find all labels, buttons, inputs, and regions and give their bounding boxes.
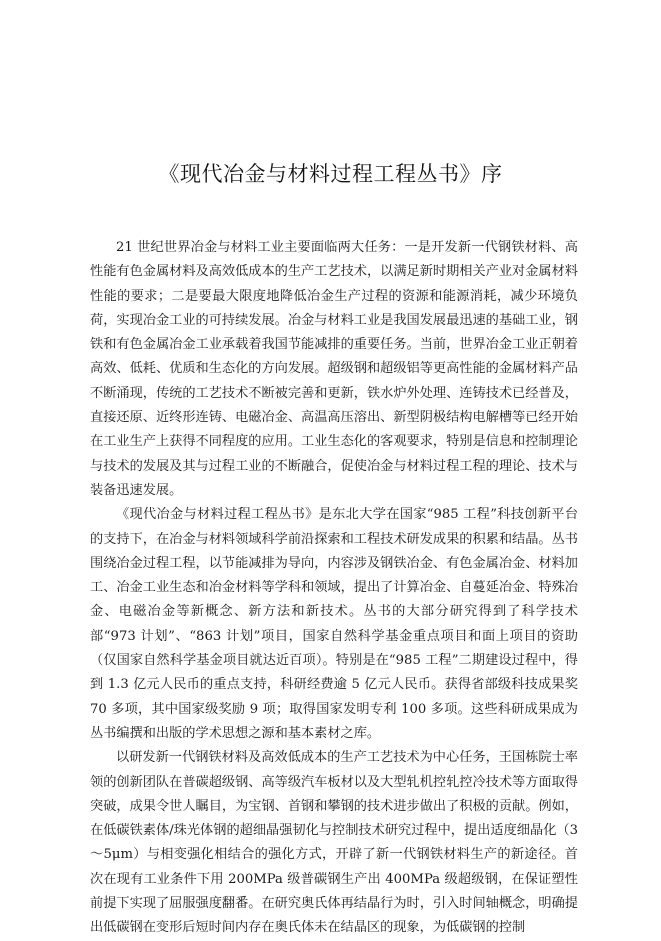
paragraph-3: 以研发新一代钢铁材料及高效低成本的生产工艺技术为中心任务，王国栋院士率领的创新团队在普碳超级钢、高等级汽车板材以及大型轧机控轧控冷技术等方面取得突破，成果令世人瞩目，为宝钢、首钢和攀钢的技术进步做出了积极的贡献。例如，在低碳铁素体/珠光体钢的超细晶强韧化与控制技术研究过程中，提出适度细晶化（3～5μm）与相变强化相结合的强化方式，开辟了新一代钢铁材料生产的新途径。首次在现有工业条件下用 200MPa 级普碳钢生产出 400MPa 级超级钢，在保证塑性前提下实现了屈服强度翻番。在研究奥氏体再结晶行为时，引入时间轴概念，明确提出低碳钢在变形后短时间内存在奥氏体未在结晶区的现象，为低碳钢的控制 (90, 750, 578, 936)
page-title: 《现代冶金与材料过程工程丛书》序 (158, 162, 503, 186)
paragraph-1: 21 世纪世界冶金与材料工业主要面临两大任务：一是开发新一代钢铁材料、高性能有色金属材料及高效低成本的生产工艺技术，以满足新时期相关产业对金属材料性能的要求；二是要最大限度地降低冶金生产过程的资源和能源消耗，减少环境负荷，实现冶金工业的可持续发展。冶金与材料工业是我国发展最迅速的基础工业，钢铁和有色金属冶金工业承载着我国节能减排的重要任务。当前，世界冶金工业正朝着高效、低耗、优质和生态化的方向发展。超级钢和超级铝等更高性能的金属材料产品不断涌现，传统的工艺技术不断被完善和更新，铁水炉外处理、连铸技术已经普及，直接还原、近终形连铸、电磁冶金、高温高压溶出、新型阴极结构电解槽等已经开始在工业生产上获得不同程度的应用。工业生态化的客观要求，特别是信息和控制理论与技术的发展及其与过程工业的不断融合，促使冶金与材料过程工程的理论、技术与装备迅速发展。 (90, 240, 578, 498)
paragraph-2: 《现代冶金与材料过程工程丛书》是东北大学在国家“985 工程”科技创新平台的支持下，在冶金与材料领域科学前沿探索和工程技术研发成果的积累和结晶。丛书围绕冶金过程工程，以节能减排为导向，内容涉及钢铁冶金、有色金属冶金、材料加工、冶金工业生态和冶金材料等学科和领域，提出了计算冶金、自蔓延冶金、特殊冶金、电磁冶金等新概念、新方法和新技术。丛书的大部分研究得到了科学技术部“973 计划”、“863 计划”项目，国家自然科学基金重点项目和面上项目的资助（仅国家自然科学基金项目就达近百项）。特别是在“985 工程”二期建设过程中，得到 1.3 亿元人民币的重点支持，科研经费逾 5 亿元人民币。获得省部级科技成果奖 70 多项，其中国家级奖励 9 项；取得国家发明专利 100 多项。这些科研成果成为丛书编撰和出版的学术思想之源和基本素材之库。 (90, 507, 578, 741)
body-text (90, 236, 578, 941)
